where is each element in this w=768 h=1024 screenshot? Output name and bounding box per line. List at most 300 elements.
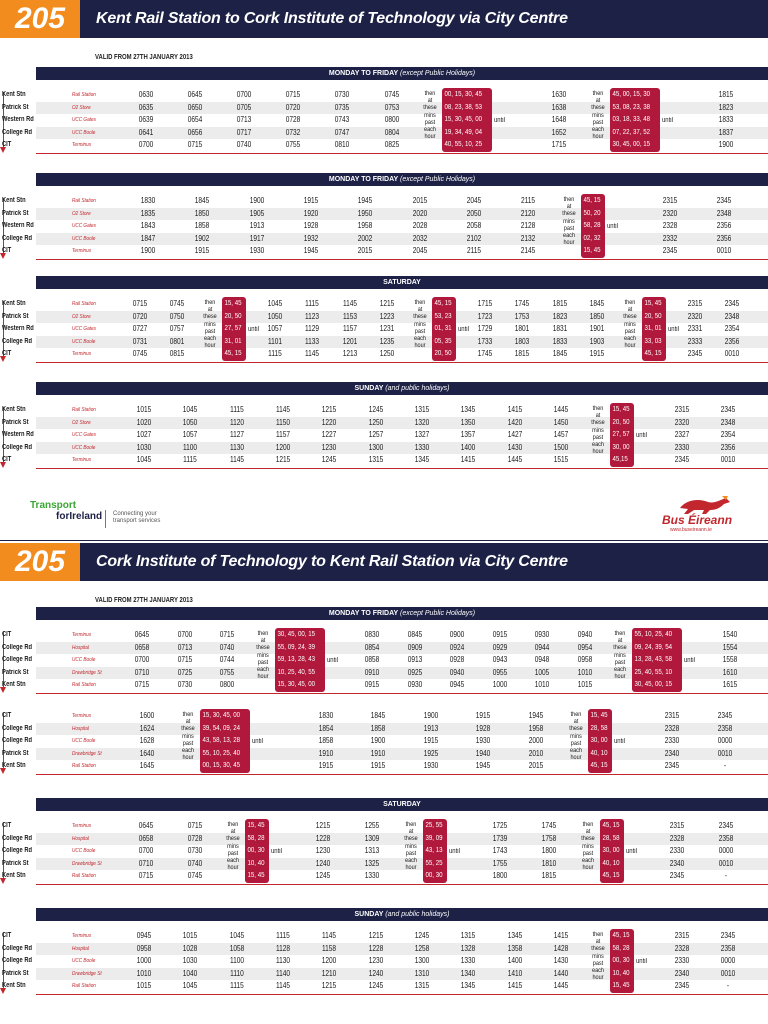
- time-cell: 1415: [507, 981, 523, 990]
- time-cell: 1309: [364, 833, 380, 843]
- time-cell: 0710: [138, 858, 153, 868]
- time-cell: 1837: [719, 127, 734, 137]
- time-cell: 1415: [461, 455, 476, 464]
- time-cell: 1201: [342, 336, 358, 346]
- until-label: until: [494, 117, 506, 124]
- time-cell: 2032: [412, 233, 427, 243]
- then-label-line: past: [564, 224, 575, 232]
- stop-location: Rail Station: [72, 407, 96, 413]
- stop-location: Hospital: [72, 725, 89, 732]
- time-cell: 2345: [664, 761, 680, 770]
- day-heading: [36, 607, 768, 620]
- time-cell: 1415: [553, 931, 569, 940]
- time-cell: 2315: [687, 299, 703, 308]
- time-cell: 1753: [514, 311, 530, 321]
- frequency-minutes: 59, 13, 28, 43: [277, 654, 315, 663]
- then-label-line: these: [591, 945, 605, 953]
- stop-name: College Rd: [2, 944, 32, 952]
- then-label-line: each: [203, 335, 216, 343]
- time-cell: 1015: [136, 405, 152, 414]
- time-cell: 1045: [183, 405, 198, 414]
- timetable-rows: [2, 89, 768, 154]
- time-cell: 1327: [414, 430, 430, 439]
- time-cell: 1320: [414, 417, 430, 427]
- time-cell: 0720: [132, 311, 148, 321]
- time-cell: 2358: [719, 833, 734, 843]
- stop-name: College Rd: [2, 337, 32, 345]
- time-cell: 1930: [249, 246, 265, 255]
- frequency-minutes: 58, 28: [583, 220, 602, 229]
- time-cell: 1145: [305, 349, 320, 358]
- day-heading-label: SATURDAY: [383, 279, 421, 286]
- time-cell: 1030: [136, 442, 152, 452]
- time-cell: 1040: [183, 968, 198, 978]
- time-cell: 1315: [414, 405, 430, 414]
- time-cell: 2345: [720, 405, 736, 414]
- tfi-word-ireland: Ireland: [69, 511, 103, 522]
- then-at-these-mins-label: [587, 90, 607, 140]
- frequency-minutes: 15, 45: [612, 404, 630, 413]
- time-cell: 1345: [461, 981, 476, 990]
- stop-name: College Rd: [2, 724, 32, 732]
- page-divider: [0, 540, 768, 541]
- then-label-line: hour: [592, 974, 604, 982]
- time-cell: 1315: [414, 981, 430, 990]
- time-cell: 2330: [674, 956, 689, 965]
- then-label-line: each: [591, 126, 604, 134]
- frequency-minutes: 15, 45: [224, 298, 242, 307]
- time-cell: 0645: [134, 630, 150, 639]
- then-label-line: past: [582, 849, 594, 857]
- time-cell: 1227: [322, 430, 337, 439]
- time-cell: 1245: [414, 931, 430, 940]
- time-cell: 0010: [720, 968, 736, 978]
- time-cell: 0705: [236, 102, 252, 112]
- frequency-minutes-box: [442, 88, 492, 152]
- day-heading-label: MONDAY TO FRIDAY: [328, 176, 399, 183]
- time-cell: 1810: [541, 858, 557, 868]
- time-cell: 2015: [412, 196, 427, 205]
- time-cell: 0645: [138, 821, 153, 830]
- time-cell: 1415: [507, 405, 523, 414]
- time-cell: 1445: [553, 405, 569, 414]
- time-cell: 1445: [553, 981, 569, 990]
- frequency-minutes-box: [600, 819, 624, 883]
- time-cell: 1215: [379, 299, 395, 308]
- until-label: until: [668, 326, 679, 333]
- then-at-these-mins-label: [588, 931, 608, 981]
- then-at-these-mins-label: [566, 711, 586, 761]
- time-cell: 0910: [364, 667, 380, 677]
- until-label: until: [271, 848, 283, 855]
- stop-name: Patrick St: [2, 418, 29, 426]
- time-cell: 0010: [716, 246, 732, 255]
- time-cell: 0745: [187, 871, 203, 880]
- then-at-these-mins-label: [400, 821, 420, 871]
- frequency-minutes: 01, 31: [434, 323, 452, 332]
- day-heading-note: (except Public Holidays): [399, 176, 476, 183]
- until-label: until: [458, 326, 469, 333]
- time-cell: 1258: [414, 943, 430, 953]
- then-label-line: hour: [582, 864, 594, 872]
- frequency-minutes: 55, 25: [425, 857, 443, 867]
- then-label-line: hour: [257, 673, 269, 681]
- time-cell: 1900: [140, 246, 156, 255]
- time-cell: 1430: [507, 442, 523, 452]
- time-cell: 1310: [414, 968, 430, 978]
- t2-section-weekday-2: [2, 710, 768, 775]
- stop-location: Rail Station: [72, 873, 96, 879]
- time-cell: 2145: [521, 246, 536, 255]
- time-cell: 1128: [276, 943, 291, 953]
- time-cell: 1235: [379, 336, 395, 346]
- time-cell: 1915: [303, 196, 319, 205]
- then-label-line: mins: [227, 842, 240, 850]
- time-cell: 2330: [664, 736, 680, 745]
- time-cell: 1145: [276, 981, 291, 990]
- stop-name: Kent Stn: [2, 762, 26, 769]
- frequency-minutes: 05, 35: [434, 335, 452, 345]
- time-cell: 1058: [229, 943, 245, 953]
- time-cell: 1228: [368, 943, 384, 953]
- frequency-minutes: 19, 34, 49, 04: [444, 126, 483, 136]
- stop-location: Terminus: [72, 632, 92, 638]
- until-label: until: [636, 958, 648, 965]
- stop-location: O2 Store: [72, 210, 91, 217]
- time-cell: 1858: [195, 221, 210, 230]
- time-cell: 2345: [716, 196, 732, 205]
- then-label-line: mins: [563, 217, 576, 225]
- time-cell: 1910: [318, 748, 334, 758]
- time-cell: 0010: [719, 858, 734, 868]
- then-label-line: then: [592, 405, 604, 412]
- time-cell: 1020: [136, 417, 152, 427]
- then-label-line: then: [204, 299, 216, 306]
- then-at-these-mins-label: [578, 821, 598, 871]
- time-cell: 1345: [414, 455, 430, 464]
- frequency-minutes: 20, 50: [612, 416, 630, 426]
- frequency-minutes: 45, 00, 15, 30: [612, 89, 650, 98]
- then-label-line: past: [228, 849, 239, 857]
- time-cell: 1903: [589, 336, 605, 346]
- stop-location: UCC Gates: [72, 432, 96, 438]
- stop-name: College Rd: [2, 847, 32, 854]
- stop-location: Terminus: [72, 351, 92, 357]
- stop-location: UCC Boole: [72, 444, 96, 451]
- then-label-line: mins: [181, 732, 194, 740]
- time-cell: 1115: [267, 349, 282, 358]
- time-cell: 0929: [492, 642, 508, 652]
- stop-location: UCC Boole: [72, 657, 96, 663]
- stop-name: Western Rd: [2, 431, 34, 438]
- time-cell: 1015: [577, 680, 593, 689]
- time-cell: 1715: [477, 299, 493, 308]
- frequency-minutes: 45, 15: [612, 930, 630, 939]
- time-cell: 0930: [407, 680, 422, 689]
- time-cell: 1228: [315, 833, 331, 843]
- then-label-line: past: [593, 959, 604, 967]
- then-label-line: these: [203, 313, 217, 321]
- stop-location: Terminus: [72, 823, 92, 829]
- time-cell: 1558: [722, 655, 737, 664]
- time-cell: 0954: [577, 642, 593, 652]
- frequency-minutes-box: [588, 709, 612, 773]
- time-cell: 1648: [551, 115, 567, 124]
- then-label-line: at: [408, 828, 413, 836]
- time-cell: 1850: [195, 208, 210, 218]
- frequency-minutes: 45, 15: [434, 298, 452, 307]
- then-at-these-mins-label: [200, 299, 220, 349]
- frequency-minutes: 45, 15: [583, 195, 602, 204]
- time-cell: 1150: [276, 417, 291, 427]
- frequency-minutes: 15, 45: [612, 980, 630, 989]
- time-cell: 1123: [305, 311, 320, 321]
- time-cell: 1153: [342, 311, 357, 321]
- valid-from: VALID FROM 27TH JANUARY 2013: [95, 597, 193, 604]
- day-heading: [36, 276, 768, 289]
- time-cell: 1230: [315, 846, 331, 855]
- time-cell: 1945: [528, 711, 544, 720]
- time-cell: 0755: [285, 140, 301, 149]
- time-cell: 1240: [368, 968, 384, 978]
- then-label-line: past: [414, 327, 426, 335]
- stop-location: Rail Station: [72, 763, 96, 769]
- frequency-minutes: 20, 50: [644, 310, 662, 320]
- stop-location: Drawbridge St: [72, 669, 102, 676]
- stop-location: UCC Boole: [72, 848, 96, 854]
- time-cell: 1045: [229, 931, 245, 940]
- then-label-line: mins: [614, 651, 627, 659]
- time-cell: 1115: [229, 405, 244, 414]
- time-cell: 0755: [220, 667, 235, 677]
- time-cell: 1129: [305, 324, 320, 333]
- time-cell: 1833: [719, 115, 734, 124]
- time-cell: 1624: [139, 723, 155, 733]
- then-label-line: these: [226, 835, 241, 843]
- t2-section-saturday: [2, 798, 768, 885]
- time-cell: 1500: [553, 442, 569, 452]
- route-number-tab: [70, 0, 80, 38]
- time-cell: 2328: [664, 723, 680, 733]
- time-cell: 1215: [322, 405, 337, 414]
- time-cell: 0913: [407, 655, 422, 664]
- time-cell: 1357: [461, 430, 476, 439]
- timetable-rows: [2, 820, 768, 885]
- then-label-line: at: [428, 97, 433, 105]
- frequency-minutes: 20, 50: [434, 348, 452, 357]
- time-cell: 0928: [449, 655, 465, 664]
- time-cell: 1835: [140, 208, 156, 218]
- time-cell: 1328: [461, 943, 476, 953]
- time-cell: 0010: [717, 748, 733, 758]
- time-cell: 1158: [322, 943, 337, 953]
- time-cell: 1845: [195, 196, 210, 205]
- frequency-minutes: 10, 40: [612, 967, 630, 977]
- time-cell: 1120: [229, 417, 244, 427]
- then-label-line: mins: [414, 320, 426, 328]
- then-label-line: mins: [591, 111, 604, 119]
- time-cell: 0750: [169, 311, 185, 321]
- then-label-line: at: [627, 306, 633, 314]
- then-label-line: then: [570, 711, 582, 718]
- time-cell: 1000: [136, 956, 152, 965]
- time-cell: 1313: [364, 846, 380, 855]
- time-cell: 1315: [461, 931, 476, 940]
- time-cell: 1913: [423, 723, 439, 733]
- time-cell: 1928: [475, 723, 491, 733]
- time-cell: 1130: [229, 442, 244, 452]
- time-cell: 1831: [552, 324, 568, 333]
- time-cell: 2015: [358, 246, 373, 255]
- time-cell: 1010: [535, 680, 550, 689]
- then-label-line: these: [569, 725, 583, 733]
- frequency-minutes: 40, 10: [590, 747, 608, 757]
- time-cell: 0720: [285, 102, 301, 112]
- then-label-line: mins: [592, 426, 605, 434]
- time-cell: 1823: [719, 102, 734, 112]
- time-cell: 0945: [136, 931, 152, 940]
- then-label-line: past: [182, 739, 193, 747]
- then-label-line: these: [180, 725, 195, 733]
- stop-name: CIT: [2, 631, 12, 638]
- time-cell: 1945: [303, 246, 319, 255]
- then-label-line: these: [413, 313, 427, 321]
- stop-location: Rail Station: [72, 983, 96, 989]
- time-cell: 1215: [368, 931, 384, 940]
- time-cell: 2354: [720, 430, 736, 439]
- frequency-minutes: 50, 20: [583, 207, 602, 217]
- time-cell: 2115: [521, 196, 536, 205]
- time-cell: 0740: [187, 858, 203, 868]
- frequency-minutes-box: [642, 297, 666, 361]
- time-cell: 2045: [466, 196, 482, 205]
- time-cell: 2315: [664, 711, 680, 720]
- time-cell: 0930: [535, 630, 550, 639]
- stop-name: Kent Stn: [2, 91, 26, 98]
- time-cell: 0713: [236, 115, 252, 124]
- stop-location: Rail Station: [72, 92, 96, 98]
- frequency-minutes: 55, 10, 25, 40: [201, 747, 240, 757]
- time-cell: 1015: [136, 981, 152, 990]
- time-cell: 1250: [368, 417, 384, 427]
- frequency-minutes: 25, 40, 55, 10: [634, 666, 673, 676]
- time-cell: 1902: [195, 233, 210, 243]
- then-label-line: at: [595, 412, 601, 420]
- stop-name: College Rd: [2, 234, 32, 242]
- time-cell: 2345: [724, 299, 740, 308]
- time-cell: 0713: [177, 642, 193, 652]
- timetable-rows: [2, 195, 768, 260]
- t1-section-weekday-1: [2, 67, 768, 154]
- time-cell: 1845: [552, 349, 568, 358]
- then-label-line: mins: [570, 732, 582, 740]
- time-cell: 2330: [669, 846, 685, 855]
- time-cell: 2354: [724, 324, 740, 333]
- until-label: until: [614, 738, 625, 745]
- then-label-line: at: [260, 637, 265, 645]
- frequency-minutes-box: [610, 929, 634, 993]
- bus-eireann-url[interactable]: www.buseireann.ie: [670, 527, 712, 533]
- time-cell: 1815: [552, 299, 568, 308]
- frequency-minutes: 27, 57: [224, 323, 242, 332]
- time-cell: 0715: [220, 630, 235, 639]
- then-label-line: at: [595, 97, 600, 105]
- route-number-tab: [70, 543, 80, 581]
- time-cell: 2345: [669, 871, 685, 880]
- time-cell: 1915: [370, 761, 386, 770]
- then-label-line: then: [405, 821, 417, 828]
- time-cell: 1715: [551, 140, 567, 149]
- stop-name: College Rd: [2, 834, 32, 842]
- time-cell: 0732: [285, 127, 301, 137]
- frequency-minutes: 45, 15: [590, 760, 608, 769]
- time-cell: 1210: [322, 968, 337, 978]
- time-cell: 1330: [461, 956, 476, 965]
- time-cell: 0639: [138, 115, 153, 124]
- frequency-minutes: 31, 01: [224, 335, 242, 345]
- time-cell: 0717: [236, 127, 252, 137]
- time-cell: 0747: [335, 127, 350, 137]
- day-heading-label: SUNDAY: [354, 911, 384, 918]
- then-label-line: then: [582, 821, 594, 828]
- time-cell: 2348: [716, 208, 732, 218]
- tfi-tagline-line-1: Connecting your: [113, 511, 157, 517]
- time-cell: 0700: [236, 90, 252, 99]
- time-cell: 1300: [414, 956, 430, 965]
- frequency-minutes: 15, 30, 45, 00: [277, 679, 315, 688]
- frequency-minutes: 28, 58: [602, 832, 620, 842]
- time-cell: 1858: [318, 736, 334, 745]
- until-label: until: [448, 848, 460, 855]
- time-cell: 1652: [551, 127, 567, 137]
- time-cell: 2345: [674, 981, 689, 990]
- stop-location: UCC Boole: [72, 958, 96, 964]
- stop-location: Rail Station: [72, 301, 96, 307]
- time-cell: 1915: [589, 349, 605, 358]
- time-cell: 1245: [368, 405, 384, 414]
- then-label-line: at: [573, 718, 579, 726]
- time-cell: 1110: [229, 968, 244, 978]
- then-label-line: each: [181, 747, 194, 755]
- day-heading: [36, 67, 768, 80]
- time-cell: 0940: [577, 630, 593, 639]
- time-cell: 1554: [722, 642, 737, 652]
- time-cell: 0740: [236, 140, 252, 149]
- time-cell: 1145: [276, 405, 291, 414]
- time-cell: 0730: [177, 680, 193, 689]
- until-label: until: [607, 223, 619, 230]
- time-cell: 1725: [492, 821, 508, 830]
- then-label-line: these: [590, 104, 605, 112]
- then-label-line: these: [562, 210, 577, 218]
- until-label: until: [684, 657, 696, 664]
- then-label-line: hour: [405, 864, 417, 872]
- time-cell: 2358: [720, 943, 736, 953]
- time-cell: 1905: [249, 208, 265, 218]
- time-cell: 0715: [138, 871, 153, 880]
- time-cell: 1755: [492, 858, 508, 868]
- time-cell: 1140: [276, 968, 291, 978]
- timetable-rows: [2, 298, 768, 363]
- frequency-minutes: 45,15: [612, 454, 629, 463]
- then-label-line: each: [592, 967, 605, 975]
- stop-name: CIT: [2, 247, 12, 254]
- time-cell: 1045: [183, 981, 198, 990]
- then-label-line: each: [623, 335, 636, 343]
- frequency-minutes: 45, 15: [602, 820, 620, 829]
- time-cell: 0725: [177, 667, 193, 677]
- then-label-line: each: [256, 666, 269, 674]
